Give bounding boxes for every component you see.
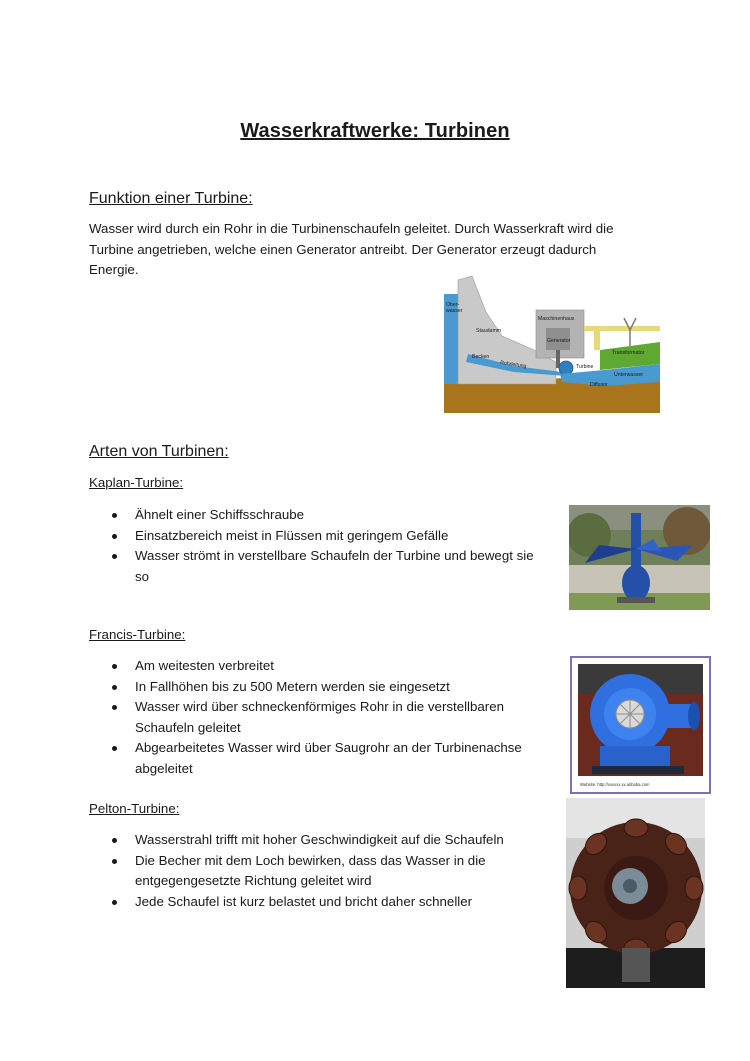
heading-kaplan: Kaplan-Turbine:: [89, 475, 184, 490]
hydropower-diagram-svg: [444, 272, 660, 413]
label-unterwasser: Unterwasser: [614, 372, 644, 378]
heading-function: Funktion einer Turbine:: [89, 190, 253, 207]
list-item: Wasser strömt in verstellbare Schaufeln der Turbine und bewegt sie so: [108, 546, 548, 587]
list-item: Ähnelt einer Schiffsschraube: [108, 505, 548, 526]
francis-list: [108, 656, 548, 779]
pelton-list: [108, 830, 548, 912]
cable: [594, 330, 600, 350]
list-item: Jede Schaufel ist kurz belastet und bricht daher schneller: [108, 892, 548, 913]
label-generator: Generator: [547, 338, 571, 344]
label-becken: Becken: [472, 354, 490, 360]
kaplan-turbine-svg: [569, 505, 710, 610]
list-item: Abgearbeitetes Wasser wird über Saugrohr an der Turbinenachse abgeleitet: [108, 738, 548, 779]
heading-types: Arten von Turbinen:: [89, 443, 229, 460]
label-transformator: Transformator: [612, 350, 645, 356]
list-item: Wasser wird über schneckenförmiges Rohr in die verstellbaren Schaufeln geleitet: [108, 697, 548, 738]
francis-turbine-image: [570, 656, 711, 794]
turbine-wheel: [559, 361, 573, 375]
pelton-turbine-svg: [566, 798, 705, 988]
heading-francis: Francis-Turbine:: [89, 627, 186, 642]
kaplan-list: [108, 505, 548, 587]
label-rohrleitung: Rohrleitung: [499, 360, 527, 370]
label-turbine: Turbine: [576, 364, 594, 370]
kaplan-hub: [622, 565, 650, 601]
label-oberwasser-2: wasser: [446, 308, 463, 314]
list-item: Wasserstrahl trifft mit hoher Geschwindigkeit auf die Schaufeln: [108, 830, 548, 851]
label-maschinenhaus: Maschinenhaus: [538, 316, 575, 322]
list-item: Einsatzbereich meist in Flüssen mit geringem Gefälle: [108, 526, 548, 547]
label-diffusor: Diffusor: [590, 382, 608, 388]
kaplan-turbine-image: [569, 505, 710, 610]
pelton-stand: [622, 948, 650, 982]
list-item: Am weitesten verbreitet: [108, 656, 548, 677]
function-paragraph: Wasser wird durch ein Rohr in die Turbinenschaufeln geleitet. Durch Wasserkraft wird die Turbine angetrieben, welche einen Generator antreibt. Der Generator erzeugt dadurch Energie.: [89, 221, 614, 277]
francis-turbine-svg: [572, 658, 709, 792]
label-staudamm: Staudamm: [476, 328, 502, 334]
label-oberwasser-1: Ober-: [446, 302, 460, 308]
francis-image-caption: Website: http://xxxxxx.xx.alibaba.com: [580, 782, 650, 787]
page-title: Wasserkraftwerke: Turbinen: [240, 120, 510, 142]
pelton-turbine-image: [566, 798, 705, 988]
list-item: In Fallhöhen bis zu 500 Metern werden sie eingesetzt: [108, 677, 548, 698]
list-item: Die Becher mit dem Loch bewirken, dass das Wasser in die entgegengesetzte Richtung geleitet wird: [108, 851, 548, 892]
hydropower-diagram: [444, 272, 660, 413]
heading-pelton: Pelton-Turbine:: [89, 801, 180, 816]
